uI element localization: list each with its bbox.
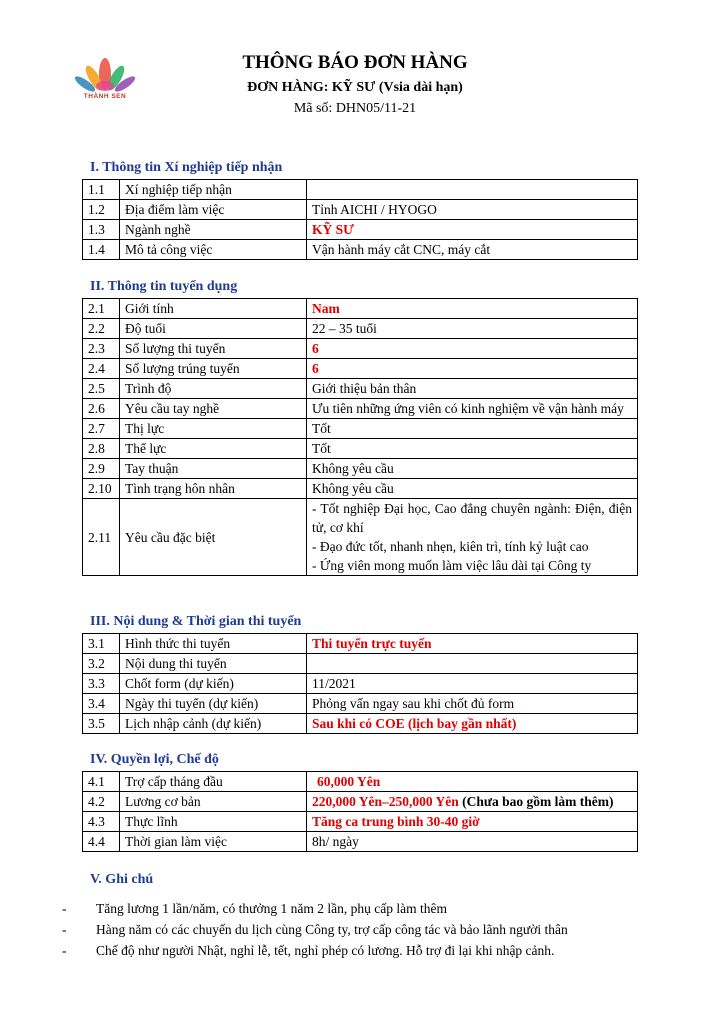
row-label: Ngành nghề — [120, 220, 307, 240]
row-label: Lương cơ bản — [120, 792, 307, 812]
row-value: Sau khi có COE (lịch bay gần nhất) — [307, 714, 638, 734]
table-row — [83, 319, 638, 339]
table-row — [83, 220, 638, 240]
table-row — [83, 654, 638, 674]
row-number: 3.4 — [83, 694, 120, 714]
note-text: Tăng lương 1 lần/năm, có thưởng 1 năm 2 lần, phụ cấp làm thêm — [96, 901, 447, 916]
row-label: Yêu cầu tay nghề — [120, 399, 307, 419]
row-number: 2.10 — [83, 479, 120, 499]
section-4-table — [82, 771, 638, 852]
row-label: Mô tả công việc — [120, 240, 307, 260]
row-value: Tăng ca trung bình 30-40 giờ — [307, 812, 638, 832]
row-label: Hình thức thi tuyển — [120, 634, 307, 654]
row-value: KỸ SƯ — [307, 220, 638, 240]
row-number: 4.3 — [83, 812, 120, 832]
table-row — [83, 499, 638, 576]
row-number: 2.5 — [83, 379, 120, 399]
row-value — [307, 654, 638, 674]
row-value: 11/2021 — [307, 674, 638, 694]
row-label: Thị lực — [120, 419, 307, 439]
row-number: 2.4 — [83, 359, 120, 379]
section-4-title: IV. Quyền lợi, Chế độ — [90, 752, 219, 767]
requirement-line: - Ứng viên mong muốn làm việc lâu dài tại Công ty — [312, 558, 592, 573]
section-1-title: I. Thông tin Xí nghiệp tiếp nhận — [90, 160, 283, 175]
table-row — [83, 634, 638, 654]
row-label: Nội dung thi tuyển — [120, 654, 307, 674]
bullet-dash: - — [62, 922, 67, 937]
row-number: 2.7 — [83, 419, 120, 439]
row-label: Thực lĩnh — [120, 812, 307, 832]
section-5-title: V. Ghi chú — [90, 872, 154, 887]
section-2-table — [82, 298, 638, 576]
row-number: 3.3 — [83, 674, 120, 694]
row-number: 2.1 — [83, 299, 120, 319]
row-label: Số lượng thi tuyển — [120, 339, 307, 359]
row-number: 2.3 — [83, 339, 120, 359]
row-number: 1.1 — [83, 180, 120, 200]
bullet-dash: - — [62, 943, 67, 958]
table-row — [83, 419, 638, 439]
table-row — [83, 674, 638, 694]
row-value-list — [307, 499, 638, 576]
row-value — [307, 180, 638, 200]
list-item — [62, 919, 568, 940]
row-number: 2.9 — [83, 459, 120, 479]
table-row — [83, 832, 638, 852]
row-label: Tình trạng hôn nhân — [120, 479, 307, 499]
table-row — [83, 714, 638, 734]
list-item — [62, 940, 568, 961]
row-number: 3.1 — [83, 634, 120, 654]
document-title: THÔNG BÁO ĐƠN HÀNG — [242, 52, 468, 73]
row-number: 2.11 — [83, 499, 120, 576]
row-number: 4.2 — [83, 792, 120, 812]
row-label: Trợ cấp tháng đầu — [120, 772, 307, 792]
logo-brand-text: THÀNH SEN — [83, 93, 127, 100]
requirement-line: - Tốt nghiệp Đại học, Cao đẳng chuyên ngành: Điện, điện tử, cơ khí — [312, 501, 632, 535]
table-row — [83, 694, 638, 714]
row-value: Không yêu cầu — [307, 459, 638, 479]
table-row — [83, 240, 638, 260]
document-code: Mã số: DHN05/11-21 — [293, 101, 417, 116]
row-label: Độ tuổi — [120, 319, 307, 339]
table-row — [83, 459, 638, 479]
row-label: Trình độ — [120, 379, 307, 399]
salary-note: (Chưa bao gồm làm thêm) — [462, 794, 614, 809]
table-row — [83, 812, 638, 832]
row-value: 6 — [307, 359, 638, 379]
table-row — [83, 399, 638, 419]
note-text: Chế độ như người Nhật, nghỉ lễ, tết, nghỉ phép có lương. Hỗ trợ đi lại khi nhập cảnh. — [96, 943, 555, 958]
row-value: Nam — [307, 299, 638, 319]
row-value: Tốt — [307, 439, 638, 459]
row-label: Địa điểm làm việc — [120, 200, 307, 220]
row-number: 4.1 — [83, 772, 120, 792]
row-number: 3.5 — [83, 714, 120, 734]
section-2-title: II. Thông tin tuyển dụng — [90, 279, 238, 294]
row-value: Vận hành máy cắt CNC, máy cắt — [307, 240, 638, 260]
row-number: 2.8 — [83, 439, 120, 459]
table-row — [83, 792, 638, 812]
row-label: Chốt form (dự kiến) — [120, 674, 307, 694]
salary-range: 220,000 Yên–250,000 Yên — [312, 794, 459, 809]
section-3-title: III. Nội dung & Thời gian thi tuyển — [90, 614, 302, 629]
row-label: Thời gian làm việc — [120, 832, 307, 852]
row-value: 8h/ ngày — [307, 832, 638, 852]
row-number: 3.2 — [83, 654, 120, 674]
table-row — [83, 772, 638, 792]
row-number: 2.6 — [83, 399, 120, 419]
table-row — [83, 439, 638, 459]
row-number: 1.3 — [83, 220, 120, 240]
row-label: Giới tính — [120, 299, 307, 319]
table-row — [83, 339, 638, 359]
row-value: Tốt — [307, 419, 638, 439]
row-label: Thể lực — [120, 439, 307, 459]
list-item — [62, 898, 568, 919]
row-label: Số lượng trúng tuyển — [120, 359, 307, 379]
row-value: Phỏng vấn ngay sau khi chốt đủ form — [307, 694, 638, 714]
section-3-table — [82, 633, 638, 734]
table-row — [83, 479, 638, 499]
row-label: Xí nghiệp tiếp nhận — [120, 180, 307, 200]
bullet-dash: - — [62, 901, 67, 916]
table-row — [83, 379, 638, 399]
row-value: 60,000 Yên — [307, 772, 638, 792]
row-value: 22 – 35 tuổi — [307, 319, 638, 339]
document-subtitle: ĐƠN HÀNG: KỸ SƯ (Vsia dài hạn) — [247, 80, 463, 95]
row-number: 1.4 — [83, 240, 120, 260]
table-row — [83, 299, 638, 319]
row-value: Thi tuyển trực tuyến — [307, 634, 638, 654]
row-number: 1.2 — [83, 200, 120, 220]
row-number: 2.2 — [83, 319, 120, 339]
row-value: Tỉnh AICHI / HYOGO — [307, 200, 638, 220]
table-row — [83, 180, 638, 200]
section-1-table — [82, 179, 638, 260]
row-value: 6 — [307, 339, 638, 359]
row-value: Giới thiệu bản thân — [307, 379, 638, 399]
table-row — [83, 200, 638, 220]
row-label: Yêu cầu đặc biệt — [120, 499, 307, 576]
row-value: Không yêu cầu — [307, 479, 638, 499]
note-text: Hàng năm có các chuyến du lịch cùng Công ty, trợ cấp công tác và bảo lãnh người thân — [96, 922, 568, 937]
row-label: Ngày thi tuyển (dự kiến) — [120, 694, 307, 714]
notes-list — [62, 898, 568, 961]
row-number: 4.4 — [83, 832, 120, 852]
row-value: Ưu tiên những ứng viên có kinh nghiệm về vận hành máy — [307, 399, 638, 419]
row-label: Tay thuận — [120, 459, 307, 479]
row-label: Lịch nhập cảnh (dự kiến) — [120, 714, 307, 734]
requirement-line: - Đạo đức tốt, nhanh nhẹn, kiên trì, tính kỷ luật cao — [312, 539, 589, 554]
row-value — [307, 792, 638, 812]
table-row — [83, 359, 638, 379]
